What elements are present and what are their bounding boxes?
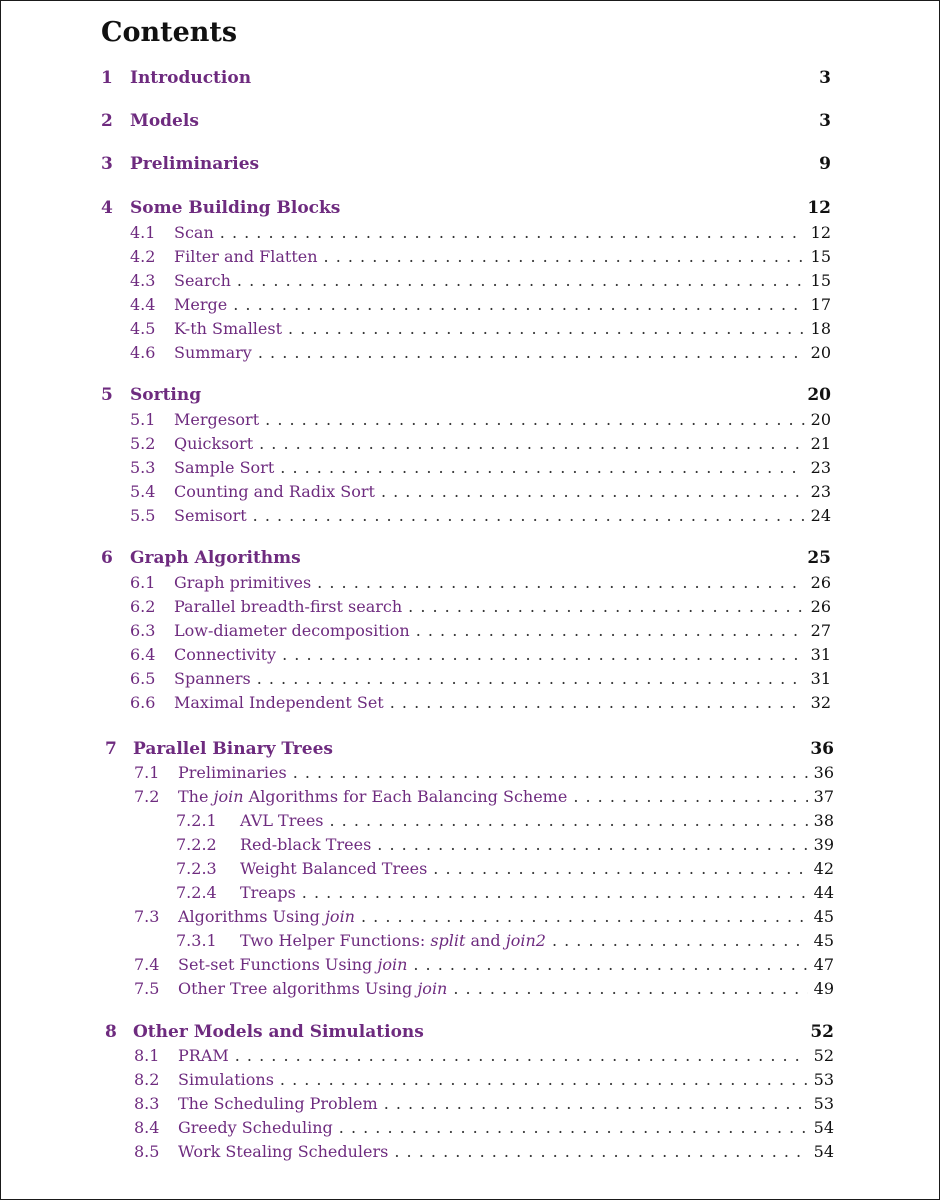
toc-entry-label: Scan (174, 223, 214, 242)
toc-entry-number: 4.5 (130, 319, 156, 338)
toc-leader-dots (288, 319, 805, 338)
toc-entry-label: Work Stealing Schedulers (178, 1142, 389, 1161)
toc-section-entry[interactable] (134, 1070, 834, 1089)
toc-entry-number: 7.2.3 (176, 859, 217, 878)
toc-entry-number: 4 (101, 198, 113, 218)
toc-leader-dots (259, 434, 805, 453)
toc-section-entry[interactable] (130, 434, 831, 453)
toc-entry-label: The Scheduling Problem (178, 1094, 378, 1113)
toc-entry-page-number: 20 (810, 410, 831, 429)
toc-chapter-entry[interactable] (101, 548, 831, 568)
toc-entry-page-number: 42 (813, 859, 834, 878)
toc-entry-label: Summary (174, 343, 252, 362)
toc-leader-dots (237, 271, 805, 290)
toc-entry-number: 8.1 (134, 1046, 160, 1065)
toc-subsection-entry[interactable] (134, 811, 834, 830)
toc-entry-page-number: 31 (810, 669, 831, 688)
toc-entry-number: 1 (101, 68, 113, 88)
toc-leader-dots (265, 410, 805, 429)
toc-entry-page-number: 18 (810, 319, 831, 338)
toc-section-entry[interactable] (130, 506, 831, 525)
toc-leader-dots (257, 669, 805, 688)
toc-entry-label: Some Building Blocks (130, 198, 341, 218)
toc-entry-page-number: 31 (810, 645, 831, 664)
toc-section-entry[interactable] (130, 573, 831, 592)
toc-entry-number: 6.1 (130, 573, 156, 592)
toc-section-entry[interactable] (134, 763, 834, 782)
toc-entry-page-number: 37 (813, 787, 834, 806)
toc-entry-page-number: 9 (819, 154, 831, 174)
toc-entry-number: 7 (105, 739, 117, 759)
toc-entry-number: 7.5 (134, 979, 160, 998)
toc-entry-label: Parallel Binary Trees (133, 739, 333, 759)
toc-section-entry[interactable] (130, 410, 831, 429)
toc-entry-number: 7.2 (134, 787, 160, 806)
toc-section-entry[interactable] (134, 979, 834, 998)
toc-entry-page-number: 32 (810, 693, 831, 712)
toc-leader-dots (573, 787, 807, 806)
toc-entry-number: 5.3 (130, 458, 156, 477)
toc-leader-dots (381, 482, 805, 501)
toc-entry-label: Parallel breadth-first search (174, 597, 403, 616)
toc-section-entry[interactable] (134, 1118, 834, 1137)
toc-entry-label: Preliminaries (178, 763, 287, 782)
toc-entry-number: 5 (101, 385, 113, 405)
toc-entry-number: 6.3 (130, 621, 156, 640)
toc-entry-label: Graph Algorithms (130, 548, 301, 568)
toc-entry-number: 8 (105, 1022, 117, 1042)
toc-entry-number: 5.5 (130, 506, 156, 525)
toc-entry-page-number: 52 (813, 1046, 834, 1065)
page-title: Contents (101, 17, 238, 48)
toc-leader-dots (384, 1094, 808, 1113)
toc-leader-dots (552, 931, 808, 950)
toc-entry-page-number: 25 (807, 548, 831, 568)
toc-section-entry[interactable] (130, 271, 831, 290)
toc-entry-label: AVL Trees (240, 811, 324, 830)
toc-entry-label: Maximal Independent Set (174, 693, 384, 712)
toc-entry-number: 5.1 (130, 410, 156, 429)
toc-entry-number: 6.6 (130, 693, 156, 712)
toc-section-entry[interactable] (130, 458, 831, 477)
toc-chapter-entry[interactable] (101, 198, 831, 218)
toc-entry-label: Set-set Functions Using join (178, 955, 408, 974)
toc-leader-dots (253, 506, 805, 525)
toc-entry-page-number: 23 (810, 482, 831, 501)
toc-entry-page-number: 53 (813, 1094, 834, 1113)
toc-entry-number: 3 (101, 154, 113, 174)
toc-entry-number: 4.3 (130, 271, 156, 290)
toc-chapter-entry[interactable] (101, 111, 831, 131)
toc-entry-page-number: 45 (813, 907, 834, 926)
toc-chapter-entry[interactable] (105, 1022, 834, 1042)
toc-section-entry[interactable] (130, 223, 831, 242)
toc-leader-dots (258, 343, 805, 362)
toc-entry-label: Red-black Trees (240, 835, 372, 854)
toc-chapter-entry[interactable] (101, 385, 831, 405)
toc-chapter-entry[interactable] (105, 739, 834, 759)
toc-entry-page-number: 15 (810, 271, 831, 290)
toc-entry-number: 6 (101, 548, 113, 568)
toc-section-entry[interactable] (130, 621, 831, 640)
toc-section-entry[interactable] (130, 343, 831, 362)
toc-entry-number: 4.4 (130, 295, 156, 314)
toc-entry-page-number: 54 (813, 1118, 834, 1137)
toc-section-entry[interactable] (134, 787, 834, 806)
toc-subsection-entry[interactable] (134, 859, 834, 878)
toc-entry-number: 4.2 (130, 247, 156, 266)
toc-section-entry[interactable] (130, 295, 831, 314)
toc-entry-page-number: 3 (819, 68, 831, 88)
toc-section-entry[interactable] (134, 1046, 834, 1065)
toc-entry-label: Models (130, 111, 199, 131)
toc-section-entry[interactable] (134, 955, 834, 974)
toc-leader-dots (390, 693, 805, 712)
toc-entry-page-number: 44 (813, 883, 834, 902)
toc-section-entry[interactable] (134, 1142, 834, 1161)
toc-leader-dots (280, 458, 804, 477)
toc-entry-page-number: 36 (810, 739, 834, 759)
toc-section-entry[interactable] (130, 247, 831, 266)
toc-entry-number: 7.2.4 (176, 883, 217, 902)
toc-entry-number: 5.2 (130, 434, 156, 453)
toc-entry-number: 6.5 (130, 669, 156, 688)
table-of-contents (1, 1, 939, 1199)
toc-entry-page-number: 23 (810, 458, 831, 477)
toc-entry-page-number: 20 (807, 385, 831, 405)
toc-entry-number: 6.4 (130, 645, 156, 664)
toc-entry-label: Weight Balanced Trees (240, 859, 428, 878)
toc-entry-label: Graph primitives (174, 573, 312, 592)
toc-entry-label: Two Helper Functions: split and join2 (240, 931, 546, 950)
toc-entry-page-number: 3 (819, 111, 831, 131)
toc-subsection-entry[interactable] (134, 931, 834, 950)
toc-entry-page-number: 38 (813, 811, 834, 830)
toc-leader-dots (293, 763, 808, 782)
toc-entry-label: Greedy Scheduling (178, 1118, 333, 1137)
toc-entry-number: 7.3 (134, 907, 160, 926)
toc-section-entry[interactable] (130, 669, 831, 688)
toc-entry-label: Sorting (130, 385, 202, 405)
toc-section-entry[interactable] (130, 693, 831, 712)
toc-entry-number: 8.2 (134, 1070, 160, 1089)
toc-entry-label: Other Models and Simulations (133, 1022, 424, 1042)
toc-entry-page-number: 20 (810, 343, 831, 362)
toc-leader-dots (302, 883, 808, 902)
toc-leader-dots (233, 295, 804, 314)
toc-leader-dots (330, 811, 808, 830)
toc-entry-page-number: 17 (810, 295, 831, 314)
toc-entry-label: Filter and Flatten (174, 247, 318, 266)
toc-entry-number: 7.4 (134, 955, 160, 974)
toc-chapter-entry[interactable] (101, 154, 831, 174)
toc-entry-number: 4.6 (130, 343, 156, 362)
toc-section-entry[interactable] (134, 1094, 834, 1113)
toc-leader-dots (361, 907, 808, 926)
toc-entry-page-number: 24 (810, 506, 831, 525)
toc-leader-dots (339, 1118, 808, 1137)
toc-entry-number: 6.2 (130, 597, 156, 616)
toc-entry-page-number: 26 (810, 573, 831, 592)
toc-entry-label: Introduction (130, 68, 252, 88)
toc-leader-dots (394, 1142, 807, 1161)
toc-leader-dots (220, 223, 805, 242)
toc-chapter-entry[interactable] (101, 68, 831, 88)
toc-entry-label: The join Algorithms for Each Balancing Scheme (178, 787, 568, 806)
toc-entry-page-number: 26 (810, 597, 831, 616)
toc-entry-number: 4.1 (130, 223, 156, 242)
toc-entry-page-number: 47 (813, 955, 834, 974)
toc-entry-page-number: 52 (810, 1022, 834, 1042)
toc-entry-number: 7.2.2 (176, 835, 217, 854)
toc-entry-label: Simulations (178, 1070, 274, 1089)
toc-entry-page-number: 49 (813, 979, 834, 998)
toc-entry-label: Connectivity (174, 645, 277, 664)
toc-entry-label: Counting and Radix Sort (174, 482, 375, 501)
toc-entry-number: 7.3.1 (176, 931, 217, 950)
toc-entry-number: 8.3 (134, 1094, 160, 1113)
toc-leader-dots (413, 955, 807, 974)
toc-section-entry[interactable] (130, 482, 831, 501)
toc-leader-dots (408, 597, 805, 616)
toc-section-entry[interactable] (130, 319, 831, 338)
toc-leader-dots (324, 247, 805, 266)
toc-section-entry[interactable] (130, 645, 831, 664)
toc-entry-number: 7.1 (134, 763, 160, 782)
toc-leader-dots (433, 859, 807, 878)
toc-entry-label: Low-diameter decomposition (174, 621, 410, 640)
toc-leader-dots (280, 1070, 808, 1089)
toc-leader-dots (317, 573, 804, 592)
toc-entry-number: 5.4 (130, 482, 156, 501)
toc-entry-number: 8.4 (134, 1118, 160, 1137)
toc-leader-dots (377, 835, 807, 854)
toc-entry-label: Treaps (240, 883, 296, 902)
toc-leader-dots (416, 621, 805, 640)
toc-leader-dots (282, 645, 805, 664)
toc-entry-label: Spanners (174, 669, 251, 688)
toc-entry-page-number: 12 (807, 198, 831, 218)
toc-entry-label: Mergesort (174, 410, 260, 429)
toc-entry-page-number: 54 (813, 1142, 834, 1161)
toc-entry-label: Other Tree algorithms Using join (178, 979, 448, 998)
toc-entry-label: Algorithms Using join (178, 907, 355, 926)
toc-entry-page-number: 27 (810, 621, 831, 640)
toc-entry-label: Search (174, 271, 231, 290)
toc-entry-page-number: 15 (810, 247, 831, 266)
toc-entry-label: Sample Sort (174, 458, 275, 477)
toc-entry-page-number: 21 (810, 434, 831, 453)
toc-entry-number: 7.2.1 (176, 811, 217, 830)
toc-section-entry[interactable] (134, 907, 834, 926)
toc-leader-dots (453, 979, 807, 998)
toc-entry-page-number: 36 (813, 763, 834, 782)
toc-entry-label: Merge (174, 295, 228, 314)
toc-section-entry[interactable] (130, 597, 831, 616)
toc-entry-label: Preliminaries (130, 154, 260, 174)
toc-entry-label: PRAM (178, 1046, 229, 1065)
toc-leader-dots (235, 1046, 808, 1065)
toc-entry-page-number: 45 (813, 931, 834, 950)
toc-entry-number: 2 (101, 111, 113, 131)
toc-subsection-entry[interactable] (134, 835, 834, 854)
toc-subsection-entry[interactable] (134, 883, 834, 902)
toc-entry-label: Semisort (174, 506, 247, 525)
toc-entry-page-number: 53 (813, 1070, 834, 1089)
toc-entry-number: 8.5 (134, 1142, 160, 1161)
toc-entry-page-number: 12 (810, 223, 831, 242)
toc-entry-label: K-th Smallest (174, 319, 283, 338)
toc-entry-page-number: 39 (813, 835, 834, 854)
toc-entry-label: Quicksort (174, 434, 254, 453)
